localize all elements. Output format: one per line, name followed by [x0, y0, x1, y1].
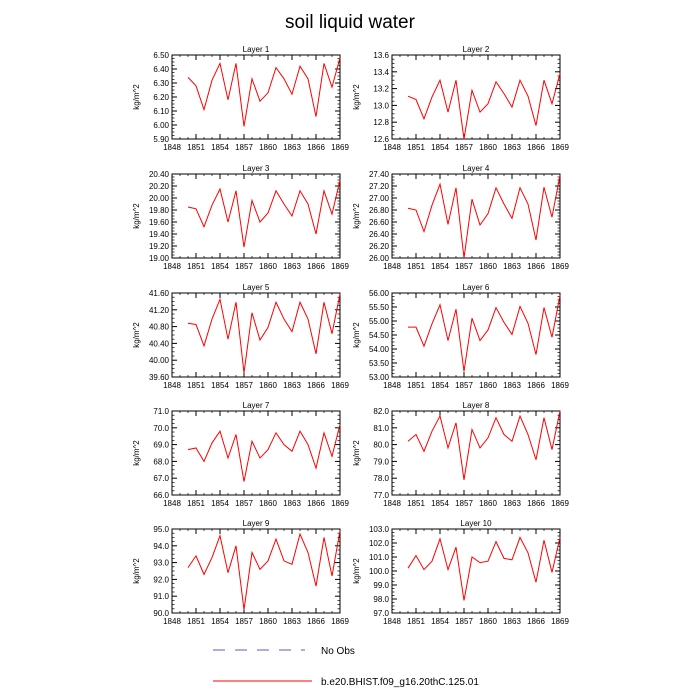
panel-layer-10 — [352, 519, 569, 626]
x-tick-label: 1857 — [455, 499, 473, 508]
x-tick-label: 1857 — [455, 143, 473, 152]
y-tick-label: 6.40 — [153, 65, 169, 74]
x-tick-label: 1869 — [331, 617, 349, 626]
x-tick-label: 1866 — [307, 262, 325, 271]
plot-frame — [392, 174, 560, 258]
x-tick-label: 1869 — [331, 499, 349, 508]
x-tick-label: 1863 — [283, 499, 301, 508]
y-axis-label: kg/m^2 — [132, 322, 141, 348]
panel-title: Layer 7 — [242, 401, 270, 410]
y-tick-label: 93.0 — [153, 558, 169, 568]
y-tick-label: 27.20 — [368, 182, 389, 191]
x-tick-label: 1857 — [235, 499, 253, 508]
panel-title: Layer 8 — [462, 401, 490, 410]
x-tick-label: 1857 — [235, 262, 253, 271]
panel-layer-6 — [352, 283, 569, 390]
y-tick-label: 26.80 — [368, 206, 389, 215]
x-tick-label: 1851 — [407, 381, 425, 390]
x-tick-label: 1866 — [307, 381, 325, 390]
plot-frame — [172, 411, 340, 495]
y-tick-label: 19.00 — [148, 254, 169, 263]
x-tick-label: 1848 — [383, 381, 401, 390]
series-line — [408, 537, 560, 600]
x-tick-label: 1857 — [235, 381, 253, 390]
x-tick-label: 1866 — [527, 617, 545, 626]
panel-title: Layer 4 — [462, 164, 490, 173]
panel-layer-3 — [132, 164, 349, 271]
x-tick-label: 1863 — [283, 381, 301, 390]
x-tick-label: 1866 — [307, 499, 325, 508]
x-tick-label: 1869 — [551, 143, 569, 152]
y-tick-label: 67.0 — [153, 474, 169, 484]
y-axis-label: kg/m^2 — [352, 322, 361, 348]
x-tick-label: 1863 — [503, 499, 521, 508]
x-tick-label: 1866 — [527, 143, 545, 152]
x-tick-label: 1848 — [383, 262, 401, 271]
plot-frame — [392, 55, 560, 139]
y-tick-label: 81.0 — [373, 423, 389, 433]
y-tick-label: 26.00 — [368, 254, 389, 263]
x-tick-label: 1848 — [163, 262, 181, 271]
y-tick-label: 13.4 — [373, 67, 389, 77]
y-tick-label: 54.50 — [368, 331, 389, 340]
y-tick-label: 66.0 — [153, 491, 169, 500]
y-tick-label: 40.80 — [148, 322, 169, 332]
y-tick-label: 53.00 — [368, 373, 389, 382]
panel-layer-4 — [352, 164, 569, 271]
figure-title: soil liquid water — [285, 12, 415, 33]
y-tick-label: 12.8 — [373, 118, 389, 128]
y-tick-label: 26.20 — [368, 242, 389, 251]
y-tick-label: 40.00 — [148, 356, 169, 366]
y-tick-label: 6.30 — [153, 79, 169, 88]
y-axis-label: kg/m^2 — [132, 558, 141, 584]
y-tick-label: 12.6 — [373, 135, 389, 144]
series-line — [188, 424, 340, 481]
x-tick-label: 1854 — [431, 262, 449, 271]
y-axis-label: kg/m^2 — [352, 84, 361, 110]
y-tick-label: 94.0 — [153, 541, 169, 551]
x-tick-label: 1860 — [479, 617, 497, 626]
panel-title: Layer 5 — [242, 283, 270, 292]
series-line — [188, 180, 340, 247]
y-tick-label: 20.40 — [148, 170, 169, 179]
y-tick-label: 13.6 — [373, 51, 389, 60]
y-tick-label: 79.0 — [373, 457, 389, 467]
y-tick-label: 71.0 — [153, 407, 169, 416]
panel-title: Layer 6 — [462, 283, 490, 292]
plot-frame — [172, 55, 340, 139]
x-tick-label: 1854 — [211, 143, 229, 152]
y-tick-label: 90.0 — [153, 609, 169, 618]
y-tick-label: 26.60 — [368, 218, 389, 227]
x-tick-label: 1854 — [431, 617, 449, 626]
y-axis-label: kg/m^2 — [132, 84, 141, 110]
y-tick-label: 82.0 — [373, 407, 389, 416]
x-tick-label: 1860 — [479, 499, 497, 508]
y-tick-label: 6.20 — [153, 93, 169, 102]
x-tick-label: 1848 — [163, 381, 181, 390]
x-tick-label: 1848 — [383, 143, 401, 152]
x-tick-label: 1851 — [407, 262, 425, 271]
y-tick-label: 91.0 — [153, 592, 169, 602]
y-tick-label: 19.60 — [148, 218, 169, 227]
x-tick-label: 1854 — [211, 499, 229, 508]
x-tick-label: 1863 — [503, 381, 521, 390]
x-tick-label: 1848 — [383, 617, 401, 626]
x-tick-label: 1863 — [283, 262, 301, 271]
panel-title: Layer 2 — [462, 45, 490, 54]
x-tick-label: 1866 — [527, 262, 545, 271]
x-tick-label: 1854 — [211, 262, 229, 271]
y-tick-label: 19.80 — [148, 206, 169, 215]
x-tick-label: 1860 — [479, 381, 497, 390]
y-tick-label: 27.40 — [368, 170, 389, 179]
series-line — [188, 294, 340, 373]
x-tick-label: 1860 — [259, 499, 277, 508]
x-tick-label: 1863 — [503, 617, 521, 626]
panel-title: Layer 1 — [242, 45, 270, 54]
x-tick-label: 1857 — [455, 617, 473, 626]
x-tick-label: 1857 — [235, 143, 253, 152]
x-tick-label: 1863 — [283, 143, 301, 152]
x-tick-label: 1848 — [163, 499, 181, 508]
x-tick-label: 1863 — [283, 617, 301, 626]
y-tick-label: 19.40 — [148, 230, 169, 239]
y-tick-label: 97.0 — [373, 609, 389, 618]
y-tick-label: 92.0 — [153, 575, 169, 585]
x-tick-label: 1869 — [551, 262, 569, 271]
x-tick-label: 1860 — [259, 143, 277, 152]
x-tick-label: 1854 — [431, 499, 449, 508]
x-tick-label: 1866 — [527, 381, 545, 390]
x-tick-label: 1866 — [527, 499, 545, 508]
series-line — [408, 175, 560, 258]
x-tick-label: 1851 — [187, 381, 205, 390]
x-tick-label: 1869 — [551, 499, 569, 508]
x-tick-label: 1869 — [331, 381, 349, 390]
panel-layer-1 — [132, 45, 349, 152]
x-tick-label: 1869 — [331, 143, 349, 152]
panel-layer-9 — [132, 519, 349, 626]
x-tick-label: 1869 — [551, 617, 569, 626]
y-tick-label: 99.0 — [373, 581, 389, 590]
y-tick-label: 20.00 — [148, 194, 169, 203]
x-tick-label: 1854 — [211, 381, 229, 390]
y-tick-label: 100.0 — [368, 567, 389, 576]
plot-frame — [392, 293, 560, 377]
plot-frame — [392, 411, 560, 495]
x-tick-label: 1851 — [187, 143, 205, 152]
y-axis-label: kg/m^2 — [352, 203, 361, 229]
x-tick-label: 1863 — [503, 262, 521, 271]
x-tick-label: 1851 — [407, 499, 425, 508]
panel-title: Layer 9 — [242, 519, 270, 528]
y-tick-label: 78.0 — [373, 474, 389, 484]
x-tick-label: 1863 — [503, 143, 521, 152]
y-tick-label: 13.2 — [373, 84, 389, 94]
panel-title: Layer 3 — [242, 164, 270, 173]
plot-frame — [172, 529, 340, 613]
series-line — [408, 295, 560, 371]
y-axis-label: kg/m^2 — [132, 203, 141, 229]
panel-layer-5 — [132, 283, 349, 390]
y-tick-label: 103.0 — [368, 525, 389, 534]
y-tick-label: 56.00 — [368, 289, 389, 298]
y-tick-label: 5.90 — [153, 135, 169, 144]
y-tick-label: 6.00 — [153, 121, 169, 130]
y-tick-label: 77.0 — [373, 491, 389, 500]
y-axis-label: kg/m^2 — [132, 440, 141, 466]
series-line — [408, 411, 560, 480]
x-tick-label: 1851 — [407, 617, 425, 626]
x-tick-label: 1851 — [407, 143, 425, 152]
x-tick-label: 1869 — [551, 381, 569, 390]
y-tick-label: 19.20 — [148, 242, 169, 251]
y-axis-label: kg/m^2 — [352, 558, 361, 584]
x-tick-label: 1854 — [431, 143, 449, 152]
x-tick-label: 1854 — [211, 617, 229, 626]
y-tick-label: 98.0 — [373, 595, 389, 604]
y-tick-label: 40.40 — [148, 339, 169, 349]
x-tick-label: 1860 — [479, 262, 497, 271]
y-tick-label: 95.0 — [153, 525, 169, 534]
y-tick-label: 26.40 — [368, 230, 389, 239]
y-tick-label: 53.50 — [368, 359, 389, 368]
y-tick-label: 20.20 — [148, 182, 169, 191]
legend-no-obs-label: No Obs — [321, 646, 355, 657]
legend — [213, 646, 479, 688]
x-tick-label: 1857 — [235, 617, 253, 626]
y-tick-label: 6.50 — [153, 51, 169, 60]
y-tick-label: 54.00 — [368, 345, 389, 354]
x-tick-label: 1857 — [455, 381, 473, 390]
series-line — [188, 58, 340, 127]
x-tick-label: 1860 — [259, 381, 277, 390]
panel-layer-2 — [352, 45, 569, 152]
x-tick-label: 1866 — [307, 617, 325, 626]
plot-frame — [172, 174, 340, 258]
y-tick-label: 27.00 — [368, 194, 389, 203]
series-line — [408, 73, 560, 139]
y-tick-label: 41.20 — [148, 305, 169, 315]
y-tick-label: 55.50 — [368, 303, 389, 312]
y-tick-label: 41.60 — [148, 289, 169, 298]
y-tick-label: 68.0 — [153, 457, 169, 467]
y-tick-label: 80.0 — [373, 440, 389, 450]
y-axis-label: kg/m^2 — [352, 440, 361, 466]
x-tick-label: 1848 — [163, 617, 181, 626]
y-tick-label: 39.60 — [148, 373, 169, 382]
x-tick-label: 1851 — [187, 499, 205, 508]
x-tick-label: 1848 — [383, 499, 401, 508]
y-tick-label: 102.0 — [368, 539, 389, 548]
y-tick-label: 101.0 — [368, 553, 389, 562]
x-tick-label: 1851 — [187, 262, 205, 271]
x-tick-label: 1854 — [431, 381, 449, 390]
x-tick-label: 1860 — [259, 262, 277, 271]
x-tick-label: 1869 — [331, 262, 349, 271]
series-line — [188, 531, 340, 610]
panel-title: Layer 10 — [460, 519, 492, 528]
panel-layer-8 — [352, 401, 569, 508]
x-tick-label: 1860 — [259, 617, 277, 626]
chart-panels — [132, 45, 569, 626]
x-tick-label: 1857 — [455, 262, 473, 271]
y-tick-label: 13.0 — [373, 101, 389, 111]
x-tick-label: 1848 — [163, 143, 181, 152]
y-tick-label: 6.10 — [153, 107, 169, 116]
plot-frame — [392, 529, 560, 613]
y-tick-label: 70.0 — [153, 423, 169, 433]
legend-model-label: b.e20.BHIST.f09_g16.20thC.125.01 — [321, 677, 479, 688]
x-tick-label: 1860 — [479, 143, 497, 152]
x-tick-label: 1851 — [187, 617, 205, 626]
x-tick-label: 1866 — [307, 143, 325, 152]
y-tick-label: 69.0 — [153, 440, 169, 450]
y-tick-label: 55.00 — [368, 317, 389, 326]
plot-frame — [172, 293, 340, 377]
panel-layer-7 — [132, 401, 349, 508]
